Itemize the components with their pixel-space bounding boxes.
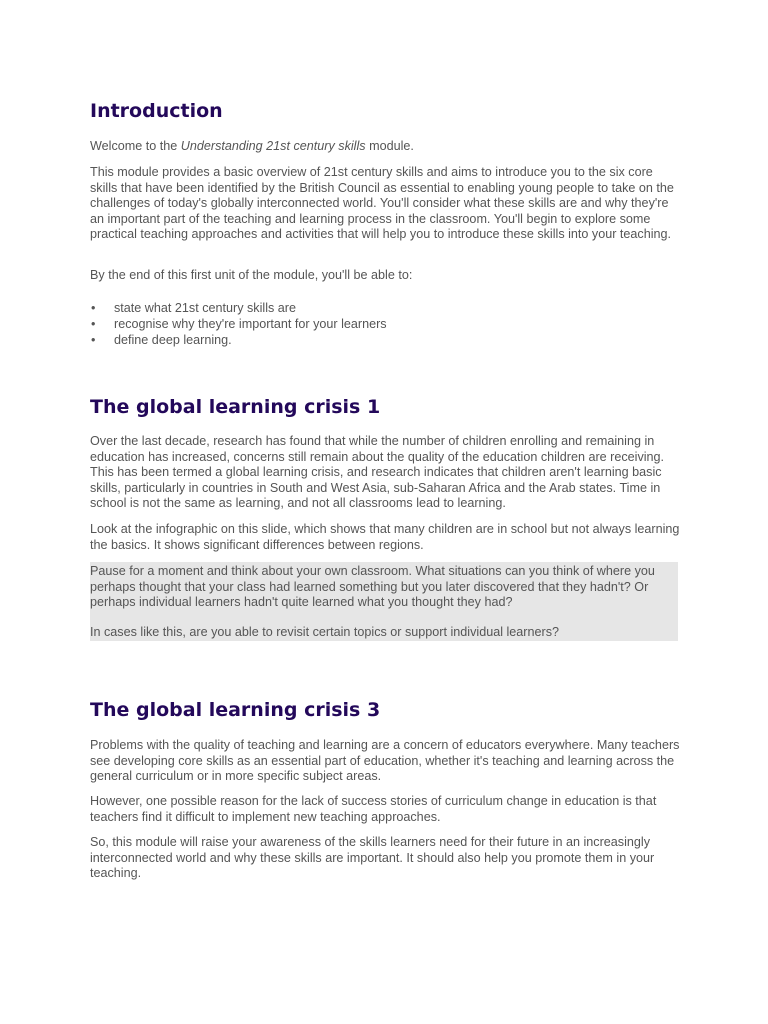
crisis3-paragraph-problems: Problems with the quality of teaching and learning are a concern of educators everywhere. Many teachers see developing core skills as an essential part of education, whether it's teaching and learning across the general curriculum or in more specific subject areas. bbox=[90, 738, 680, 784]
callout-paragraph-question: In cases like this, are you able to revisit certain topics or support individual learners? bbox=[90, 625, 560, 639]
crisis1-paragraph-infographic: Look at the infographic on this slide, which shows that many children are in school but not always learning the basics. It shows significant differences between regions. bbox=[90, 522, 680, 552]
section-heading-introduction: Introduction bbox=[90, 100, 223, 122]
section-heading-crisis-1: The global learning crisis 1 bbox=[90, 396, 381, 418]
list-item bbox=[90, 301, 680, 317]
module-title: Understanding 21st century skills bbox=[180, 139, 366, 153]
bullet-icon: • bbox=[91, 301, 96, 315]
crisis3-paragraph-reason: However, one possible reason for the lack of success stories of curriculum change in education is that teachers find it difficult to implement new teaching approaches. bbox=[90, 794, 657, 824]
bullet-icon: • bbox=[91, 332, 96, 347]
intro-paragraph-outcomes: By the end of this first unit of the module, you'll be able to: bbox=[90, 268, 413, 282]
crisis1-paragraph-research: Over the last decade, research has found that while the number of children enrolling and remaining in education has increased, concerns still remain about the quality of the education children are receiving. This has been termed a global learning crisis, and research indicates that children aren't learning basic skills, particularly in countries in South and West Asia, sub-Saharan Africa and the Arab states. Time in school is not the same as learning, and not all classrooms lead to learning. bbox=[90, 434, 665, 511]
intro-paragraph-overview: This module provides a basic overview of 21st century skills and aims to introduce you to the six core skills that have been identified by the British Council as essential to enabling young people to take on the challenges of today's globally interconnected world. You'll consider what these skills are and why they're an important part of the teaching and learning process in the classroom. You'll begin to explore some practical teaching approaches and activities that will help you to introduce these skills into your teaching. bbox=[90, 165, 674, 242]
callout-paragraph-reflect: Pause for a moment and think about your own classroom. What situations can you think of where you perhaps thought that your class had learned something but you later discovered that they hadn't? Or perhaps individual learners hadn't quite learned what you thought they had? bbox=[90, 564, 655, 610]
welcome-suffix: module. bbox=[365, 139, 414, 153]
list-item bbox=[90, 333, 680, 349]
list-item-text: recognise why they're important for your learners bbox=[114, 316, 387, 331]
bullet-icon: • bbox=[91, 316, 96, 331]
welcome-paragraph bbox=[90, 139, 680, 155]
welcome-prefix: Welcome to the bbox=[90, 139, 181, 153]
list-item-text: define deep learning. bbox=[114, 332, 232, 347]
list-item bbox=[90, 317, 680, 333]
crisis3-paragraph-awareness: So, this module will raise your awareness of the skills learners need for their future in an increasingly interconnected world and why these skills are important. It should also help you promote them in your teaching. bbox=[90, 835, 655, 881]
reflection-callout bbox=[90, 562, 678, 641]
learning-outcomes-list bbox=[90, 301, 680, 348]
list-item-text: state what 21st century skills are bbox=[114, 301, 296, 315]
section-heading-crisis-3: The global learning crisis 3 bbox=[90, 699, 381, 721]
